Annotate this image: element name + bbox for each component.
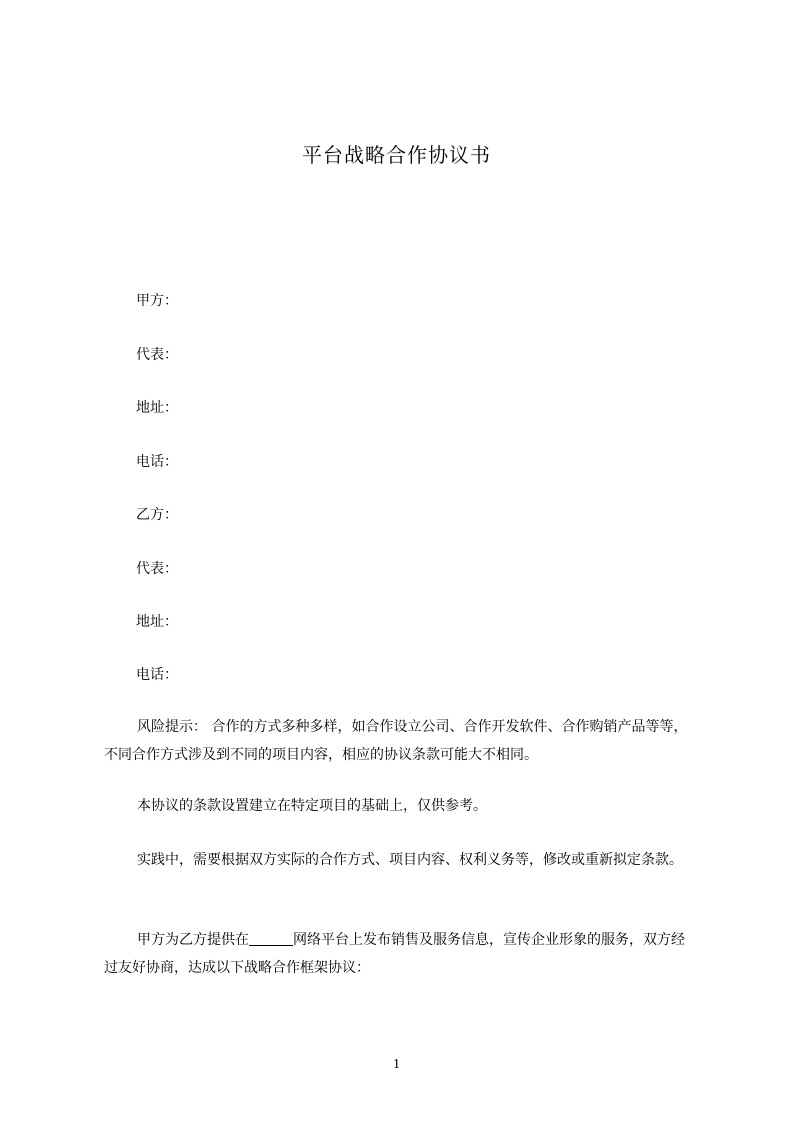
party-a-phone-label: 电话： (136, 454, 178, 470)
party-a-label: 甲方： (136, 293, 178, 309)
risk-notice-paragraph: 风险提示： 合作的方式多种多样，如合作设立公司、合作开发软件、合作购销产品等等，不同合作方式涉及到不同的项目内容，相应的协议条款可能大不相同。 (104, 719, 688, 763)
party-a-address-label: 地址： (136, 400, 178, 416)
platform-name-blank (249, 931, 293, 946)
party-b-representative-label: 代表： (136, 561, 178, 577)
party-a-representative-label: 代表： (136, 347, 178, 363)
reference-note-paragraph: 本协议的条款设置建立在特定项目的基础上，仅供参考。 (137, 798, 487, 814)
party-b-phone-label: 电话： (136, 667, 178, 683)
document-title: 平台战略合作协议书 (302, 143, 491, 167)
intro-paragraph (104, 926, 698, 982)
page-number: 1 (393, 1057, 400, 1072)
party-b-address-label: 地址： (136, 614, 178, 630)
intro-text-after-blank: 网络平台上发布销售及服务信息，宣传企业形象的服务，双方经过友好协商，达成以下战略合作框架协议： (104, 932, 685, 976)
party-b-label: 乙方： (136, 507, 178, 523)
intro-text-before-blank: 甲方为乙方提供在 (137, 932, 249, 948)
practice-note-paragraph: 实践中，需要根据双方实际的合作方式、项目内容、权利义务等，修改或重新拟定条款。 (137, 852, 683, 868)
